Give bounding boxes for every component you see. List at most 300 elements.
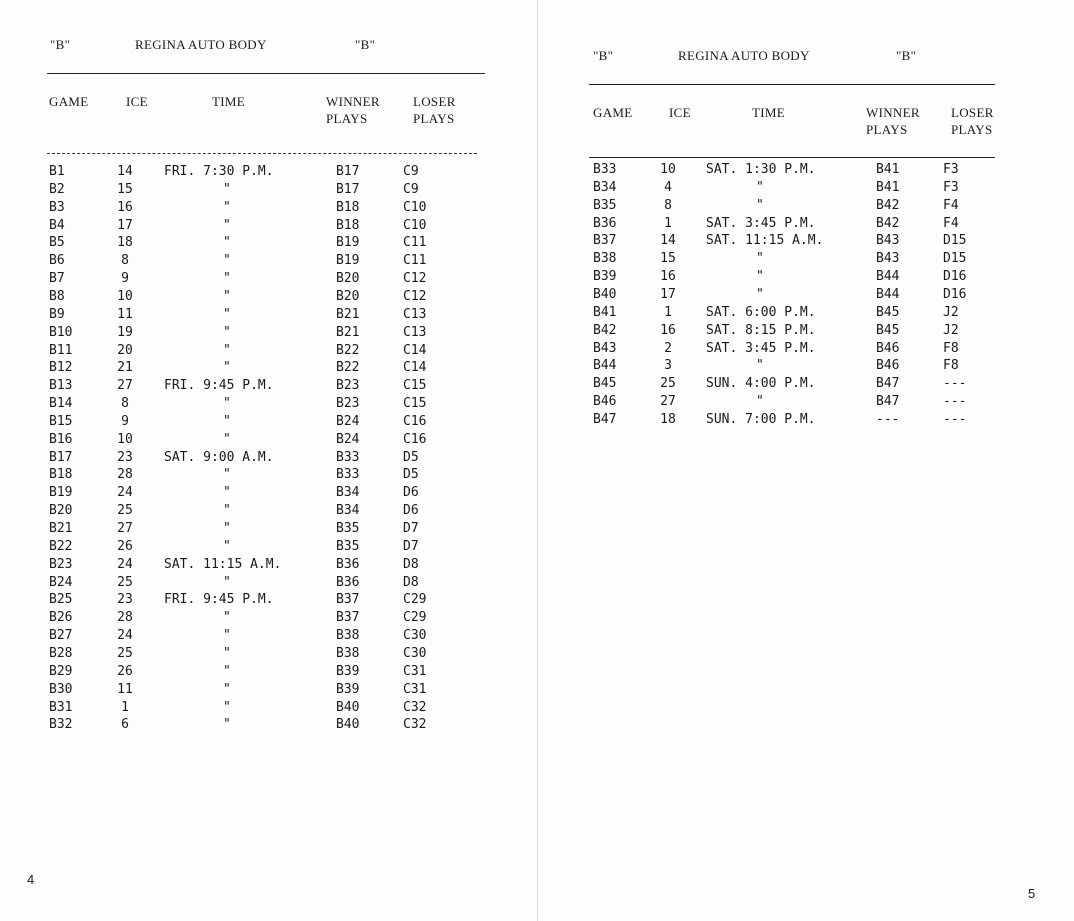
cell-game: B14 — [49, 396, 73, 412]
cell-game: B13 — [49, 378, 73, 394]
cell-winner: B42 — [876, 215, 900, 231]
table-row — [0, 556, 537, 574]
page-number: 4 — [27, 872, 35, 887]
table-row — [538, 179, 1074, 197]
cell-winner: B44 — [876, 286, 900, 302]
cell-winner: B37 — [336, 610, 360, 626]
cell-loser: C9 — [403, 181, 419, 197]
cell-ice: 23 — [117, 592, 133, 608]
cell-loser: D8 — [403, 556, 419, 572]
cell-ice: 1 — [664, 215, 672, 231]
cell-loser: J2 — [943, 322, 959, 338]
cell-game: B38 — [593, 251, 617, 267]
cell-ice: 25 — [117, 574, 133, 590]
table-row — [0, 699, 537, 717]
header-rule — [589, 84, 995, 85]
header-tag-left: "B" — [593, 48, 614, 63]
cell-game: B10 — [49, 324, 73, 340]
cell-winner: B38 — [336, 645, 360, 661]
cell-ice: 25 — [660, 376, 676, 392]
cell-game: B35 — [593, 197, 617, 213]
cell-loser: C9 — [403, 164, 419, 179]
cell-winner: B43 — [876, 251, 900, 267]
table-row — [0, 181, 537, 199]
table-row — [0, 359, 537, 377]
cell-winner: B46 — [876, 358, 900, 374]
cell-time: " — [223, 306, 231, 322]
cell-time: " — [223, 681, 231, 697]
header-rule — [47, 73, 485, 74]
cell-loser: C14 — [403, 342, 427, 358]
cell-winner: B24 — [336, 413, 360, 429]
cell-time: " — [223, 467, 231, 483]
cell-loser: C14 — [403, 360, 427, 376]
cell-loser: D6 — [403, 485, 419, 501]
cell-time: SAT. 8:15 P.M. — [706, 322, 816, 338]
cell-game: B26 — [49, 610, 73, 626]
cell-game: B22 — [49, 538, 73, 554]
table-row — [0, 681, 537, 699]
table-row — [0, 288, 537, 306]
cell-loser: C32 — [403, 717, 427, 733]
cell-ice: 25 — [117, 503, 133, 519]
table-row — [0, 217, 537, 235]
cell-ice: 9 — [121, 413, 129, 429]
cell-time: " — [223, 538, 231, 554]
cell-ice: 28 — [117, 610, 133, 626]
cell-time: " — [223, 699, 231, 715]
cell-winner: B46 — [876, 340, 900, 356]
cell-time: SUN. 7:00 P.M. — [706, 411, 816, 427]
cell-time: " — [223, 271, 231, 287]
cell-game: B18 — [49, 467, 73, 483]
cell-winner: B40 — [336, 717, 360, 733]
cell-winner: B34 — [336, 485, 360, 501]
cell-loser: C16 — [403, 413, 427, 429]
header-tag-right: "B" — [896, 48, 917, 63]
cell-winner: B34 — [336, 503, 360, 519]
cell-game: B16 — [49, 431, 73, 447]
page-number: 5 — [1028, 886, 1036, 901]
cell-winner: B44 — [876, 269, 900, 285]
cell-winner: B22 — [336, 342, 360, 358]
table-row — [0, 413, 537, 431]
table-row — [0, 591, 537, 609]
table-row — [538, 357, 1074, 375]
table-row — [0, 431, 537, 449]
cell-game: B21 — [49, 521, 73, 536]
cell-ice: 19 — [117, 324, 133, 340]
cell-time: SAT. 11:15 A.M. — [164, 556, 282, 572]
cell-loser: C30 — [403, 628, 427, 644]
col-header-loser: LOSER PLAYS — [951, 105, 994, 137]
cell-loser: D5 — [403, 467, 419, 483]
cell-loser: D6 — [403, 503, 419, 519]
cell-loser: F4 — [943, 197, 959, 213]
cell-game: B15 — [49, 413, 73, 429]
cell-loser: D7 — [403, 538, 419, 554]
cell-loser: D15 — [943, 251, 967, 267]
cell-time: " — [756, 197, 764, 213]
cell-loser: C29 — [403, 592, 427, 608]
cell-winner: B33 — [336, 449, 360, 465]
cell-game: B5 — [49, 235, 65, 251]
table-row — [0, 484, 537, 502]
cell-game: B47 — [593, 411, 617, 427]
cell-ice: 16 — [660, 269, 676, 285]
cell-ice: 3 — [664, 358, 672, 374]
cell-game: B30 — [49, 681, 73, 697]
cell-ice: 6 — [121, 717, 129, 733]
cell-ice: 15 — [117, 181, 133, 197]
table-row — [0, 342, 537, 360]
cell-game: B34 — [593, 179, 617, 195]
cell-game: B9 — [49, 306, 65, 322]
cell-ice: 17 — [117, 217, 133, 233]
cell-loser: D5 — [403, 449, 419, 465]
table-row — [538, 161, 1074, 179]
cell-ice: 24 — [117, 628, 133, 644]
cell-loser: --- — [943, 394, 967, 410]
table-row — [0, 449, 537, 467]
cell-ice: 16 — [660, 322, 676, 338]
cell-ice: 17 — [660, 286, 676, 302]
col-header-game: GAME — [49, 94, 89, 109]
col-header-game: GAME — [593, 105, 633, 120]
cell-time: " — [223, 610, 231, 626]
cell-winner: B42 — [876, 197, 900, 213]
cell-winner: B43 — [876, 233, 900, 249]
table-row — [0, 627, 537, 645]
cell-ice: 20 — [117, 342, 133, 358]
header-tag-left: "B" — [50, 37, 71, 52]
cell-winner: B33 — [336, 467, 360, 483]
table-row — [538, 411, 1074, 429]
cell-loser: D16 — [943, 286, 967, 302]
cell-loser: C32 — [403, 699, 427, 715]
cell-ice: 2 — [664, 340, 672, 356]
cell-winner: B20 — [336, 271, 360, 287]
cell-ice: 23 — [117, 449, 133, 465]
cell-ice: 21 — [117, 360, 133, 376]
cell-game: B39 — [593, 269, 617, 285]
cell-ice: 8 — [121, 396, 129, 412]
cell-loser: --- — [943, 411, 967, 427]
cell-game: B45 — [593, 376, 617, 392]
cell-winner: B20 — [336, 288, 360, 304]
cell-winner: B23 — [336, 396, 360, 412]
cell-loser: C30 — [403, 645, 427, 661]
cell-game: B1 — [49, 164, 65, 179]
cell-ice: 27 — [660, 394, 676, 410]
cell-game: B41 — [593, 304, 617, 320]
cell-time: " — [223, 342, 231, 358]
cell-ice: 8 — [664, 197, 672, 213]
cell-time: " — [223, 235, 231, 251]
cell-loser: C16 — [403, 431, 427, 447]
table-row — [538, 375, 1074, 393]
cell-winner: B35 — [336, 538, 360, 554]
cell-winner: B22 — [336, 360, 360, 376]
cell-loser: F4 — [943, 215, 959, 231]
cell-loser: D16 — [943, 269, 967, 285]
table-row — [538, 322, 1074, 340]
cell-ice: 11 — [117, 306, 133, 322]
cell-game: B46 — [593, 394, 617, 410]
cell-winner: B37 — [336, 592, 360, 608]
cell-ice: 4 — [664, 179, 672, 195]
cell-time: " — [756, 358, 764, 374]
cell-loser: D7 — [403, 521, 419, 536]
cell-ice: 24 — [117, 556, 133, 572]
cell-time: " — [223, 324, 231, 340]
cell-game: B2 — [49, 181, 65, 197]
cell-winner: B35 — [336, 521, 360, 536]
cell-ice: 14 — [117, 164, 133, 179]
right-page — [537, 0, 1074, 921]
table-row — [538, 232, 1074, 250]
cell-game: B17 — [49, 449, 73, 465]
cell-game: B44 — [593, 358, 617, 374]
cell-winner: B18 — [336, 217, 360, 233]
cell-game: B12 — [49, 360, 73, 376]
cell-winner: B23 — [336, 378, 360, 394]
cell-time: " — [223, 521, 231, 536]
cell-time: " — [223, 628, 231, 644]
table-row — [538, 197, 1074, 215]
cell-winner: B45 — [876, 304, 900, 320]
table-row — [0, 538, 537, 556]
cell-loser: C10 — [403, 199, 427, 215]
cell-game: B7 — [49, 271, 65, 287]
cell-winner: B19 — [336, 253, 360, 269]
cell-winner: --- — [876, 411, 900, 427]
cell-game: B29 — [49, 663, 73, 679]
table-row — [0, 234, 537, 252]
cell-loser: C12 — [403, 271, 427, 287]
cell-loser: C13 — [403, 324, 427, 340]
table-row — [538, 215, 1074, 233]
table-row — [0, 502, 537, 520]
cell-ice: 27 — [117, 378, 133, 394]
cell-winner: B41 — [876, 179, 900, 195]
cell-ice: 15 — [660, 251, 676, 267]
cell-time: SAT. 1:30 P.M. — [706, 162, 816, 177]
table-row — [0, 395, 537, 413]
header-tag-right: "B" — [355, 37, 376, 52]
table-row — [538, 286, 1074, 304]
cell-time: " — [223, 413, 231, 429]
cell-winner: B39 — [336, 663, 360, 679]
cell-loser: C12 — [403, 288, 427, 304]
cell-game: B24 — [49, 574, 73, 590]
cell-time: " — [223, 503, 231, 519]
cell-game: B33 — [593, 162, 617, 177]
cell-winner: B40 — [336, 699, 360, 715]
table-row — [0, 609, 537, 627]
cell-time: " — [223, 574, 231, 590]
cell-time: " — [223, 217, 231, 233]
cell-game: B20 — [49, 503, 73, 519]
cell-time: FRI. 7:30 P.M. — [164, 164, 274, 179]
cell-ice: 1 — [664, 304, 672, 320]
cell-game: B28 — [49, 645, 73, 661]
cell-loser: C10 — [403, 217, 427, 233]
cell-ice: 28 — [117, 467, 133, 483]
cell-time: SAT. 11:15 A.M. — [706, 233, 824, 249]
cell-game: B43 — [593, 340, 617, 356]
cell-time: " — [223, 199, 231, 215]
cell-game: B32 — [49, 717, 73, 733]
cell-time: " — [756, 269, 764, 285]
cell-winner: B36 — [336, 574, 360, 590]
table-row — [0, 716, 537, 734]
cell-time: " — [223, 431, 231, 447]
cell-ice: 10 — [660, 162, 676, 177]
cell-winner: B17 — [336, 164, 360, 179]
cell-loser: C31 — [403, 681, 427, 697]
cell-ice: 27 — [117, 521, 133, 536]
table-row — [0, 663, 537, 681]
table-row — [0, 252, 537, 270]
cell-time: " — [756, 394, 764, 410]
cell-time: " — [756, 286, 764, 302]
cell-winner: B36 — [336, 556, 360, 572]
table-row — [538, 340, 1074, 358]
table-row — [0, 377, 537, 395]
cell-time: SAT. 9:00 A.M. — [164, 449, 274, 465]
table-row — [538, 268, 1074, 286]
cell-winner: B24 — [336, 431, 360, 447]
cell-game: B11 — [49, 342, 73, 358]
cell-loser: J2 — [943, 304, 959, 320]
cell-ice: 8 — [121, 253, 129, 269]
cell-game: B36 — [593, 215, 617, 231]
cell-ice: 18 — [117, 235, 133, 251]
cell-time: FRI. 9:45 P.M. — [164, 592, 274, 608]
table-row — [538, 250, 1074, 268]
cell-ice: 16 — [117, 199, 133, 215]
col-header-time: TIME — [212, 94, 245, 109]
cell-winner: B21 — [336, 306, 360, 322]
table-row — [0, 199, 537, 217]
cell-ice: 10 — [117, 288, 133, 304]
cell-loser: C31 — [403, 663, 427, 679]
cell-game: B19 — [49, 485, 73, 501]
cell-time: " — [223, 181, 231, 197]
table-row — [0, 270, 537, 288]
cell-loser: C15 — [403, 396, 427, 412]
cell-loser: C15 — [403, 378, 427, 394]
cell-winner: B47 — [876, 394, 900, 410]
table-row — [0, 520, 537, 538]
col-header-loser: LOSER PLAYS — [413, 94, 456, 126]
table-row — [0, 466, 537, 484]
cell-game: B40 — [593, 286, 617, 302]
cell-time: SAT. 6:00 P.M. — [706, 304, 816, 320]
header-title: REGINA AUTO BODY — [135, 37, 267, 52]
cell-time: FRI. 9:45 P.M. — [164, 378, 274, 394]
cell-winner: B47 — [876, 376, 900, 392]
cell-time: " — [223, 645, 231, 661]
column-rule — [47, 153, 477, 154]
cell-game: B37 — [593, 233, 617, 249]
table-row — [0, 306, 537, 324]
table-row — [0, 324, 537, 342]
col-header-winner: WINNER PLAYS — [866, 105, 920, 137]
cell-loser: D8 — [403, 574, 419, 590]
cell-winner: B45 — [876, 322, 900, 338]
cell-game: B31 — [49, 699, 73, 715]
cell-game: B27 — [49, 628, 73, 644]
cell-loser: --- — [943, 376, 967, 392]
cell-game: B4 — [49, 217, 65, 233]
cell-winner: B39 — [336, 681, 360, 697]
cell-time: " — [223, 485, 231, 501]
cell-loser: C11 — [403, 253, 427, 269]
cell-time: " — [223, 663, 231, 679]
cell-time: " — [756, 179, 764, 195]
cell-loser: C13 — [403, 306, 427, 322]
cell-winner: B41 — [876, 162, 900, 177]
cell-ice: 14 — [660, 233, 676, 249]
cell-time: " — [223, 717, 231, 733]
cell-game: B6 — [49, 253, 65, 269]
cell-time: " — [756, 251, 764, 267]
cell-winner: B21 — [336, 324, 360, 340]
cell-winner: B19 — [336, 235, 360, 251]
column-rule — [589, 157, 995, 158]
cell-time: SUN. 4:00 P.M. — [706, 376, 816, 392]
table-row — [0, 163, 537, 181]
cell-loser: C11 — [403, 235, 427, 251]
cell-winner: B38 — [336, 628, 360, 644]
cell-winner: B17 — [336, 181, 360, 197]
table-row — [538, 393, 1074, 411]
header-title: REGINA AUTO BODY — [678, 48, 810, 63]
cell-ice: 1 — [121, 699, 129, 715]
col-header-ice: ICE — [669, 105, 691, 120]
cell-game: B23 — [49, 556, 73, 572]
cell-ice: 11 — [117, 681, 133, 697]
cell-ice: 26 — [117, 538, 133, 554]
cell-game: B25 — [49, 592, 73, 608]
cell-loser: C29 — [403, 610, 427, 626]
cell-time: " — [223, 253, 231, 269]
table-row — [0, 645, 537, 663]
cell-ice: 18 — [660, 411, 676, 427]
cell-game: B42 — [593, 322, 617, 338]
cell-ice: 25 — [117, 645, 133, 661]
table-row — [0, 574, 537, 592]
cell-time: " — [223, 288, 231, 304]
cell-loser: D15 — [943, 233, 967, 249]
cell-loser: F8 — [943, 340, 959, 356]
cell-ice: 10 — [117, 431, 133, 447]
cell-game: B8 — [49, 288, 65, 304]
table-row — [538, 304, 1074, 322]
cell-ice: 9 — [121, 271, 129, 287]
cell-ice: 24 — [117, 485, 133, 501]
cell-game: B3 — [49, 199, 65, 215]
cell-time: SAT. 3:45 P.M. — [706, 340, 816, 356]
cell-loser: F3 — [943, 179, 959, 195]
cell-winner: B18 — [336, 199, 360, 215]
col-header-ice: ICE — [126, 94, 148, 109]
col-header-time: TIME — [752, 105, 785, 120]
cell-time: " — [223, 360, 231, 376]
col-header-winner: WINNER PLAYS — [326, 94, 380, 126]
